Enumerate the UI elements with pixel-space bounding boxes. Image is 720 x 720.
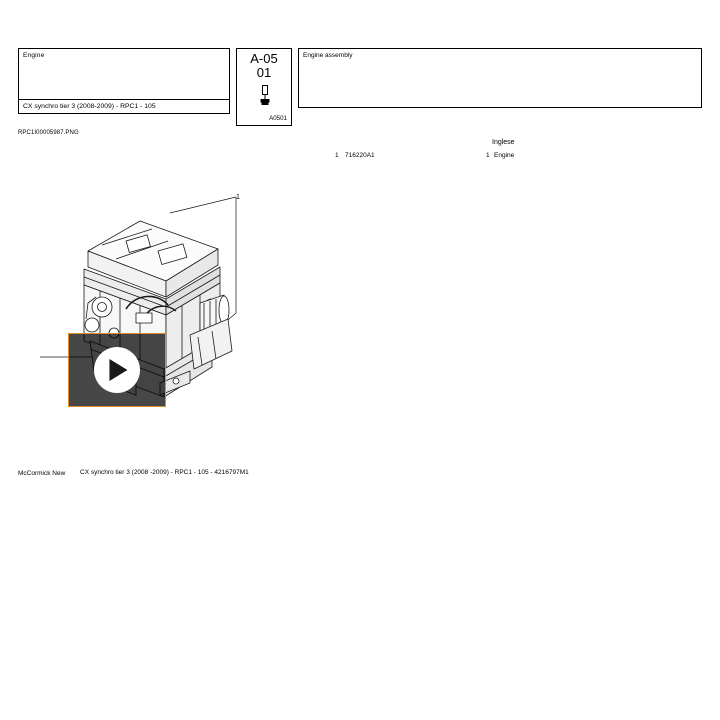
header-model-bar bbox=[19, 99, 229, 113]
play-triangle-icon bbox=[109, 359, 127, 381]
part-item-number: 1 bbox=[335, 152, 339, 159]
illustration-callout-1: 1 bbox=[236, 194, 240, 201]
footer-model-text: CX synchro tier 3 (2008 -2009) - RPC1 - 105 - 4216797M1 bbox=[80, 469, 249, 476]
header-model-label: CX synchro tier 3 (2008-2009) - RPC1 - 105 bbox=[23, 103, 156, 110]
header-group-label: Engine bbox=[23, 52, 45, 59]
language-column-header: Inglese bbox=[492, 139, 515, 146]
header-assembly-label: Engine assembly bbox=[303, 52, 353, 59]
drawing-header bbox=[18, 48, 702, 122]
video-play-overlay[interactable] bbox=[68, 333, 166, 407]
header-assembly-panel bbox=[298, 48, 702, 108]
header-code-sub: 01 bbox=[256, 65, 272, 80]
injector-icon bbox=[255, 85, 275, 107]
part-code: 716220A1 bbox=[345, 152, 375, 159]
header-code-panel bbox=[236, 48, 292, 126]
image-filename-label: RPC1I00005987.PNG bbox=[18, 130, 79, 136]
header-code-id: A0501 bbox=[269, 115, 287, 122]
part-description: Engine bbox=[494, 152, 515, 159]
header-code-top: A-05 bbox=[250, 51, 278, 66]
play-button[interactable] bbox=[94, 347, 140, 393]
header-group-panel bbox=[18, 48, 230, 114]
footer-brand: McCormick New bbox=[18, 470, 66, 477]
part-quantity: 1 bbox=[486, 152, 490, 159]
